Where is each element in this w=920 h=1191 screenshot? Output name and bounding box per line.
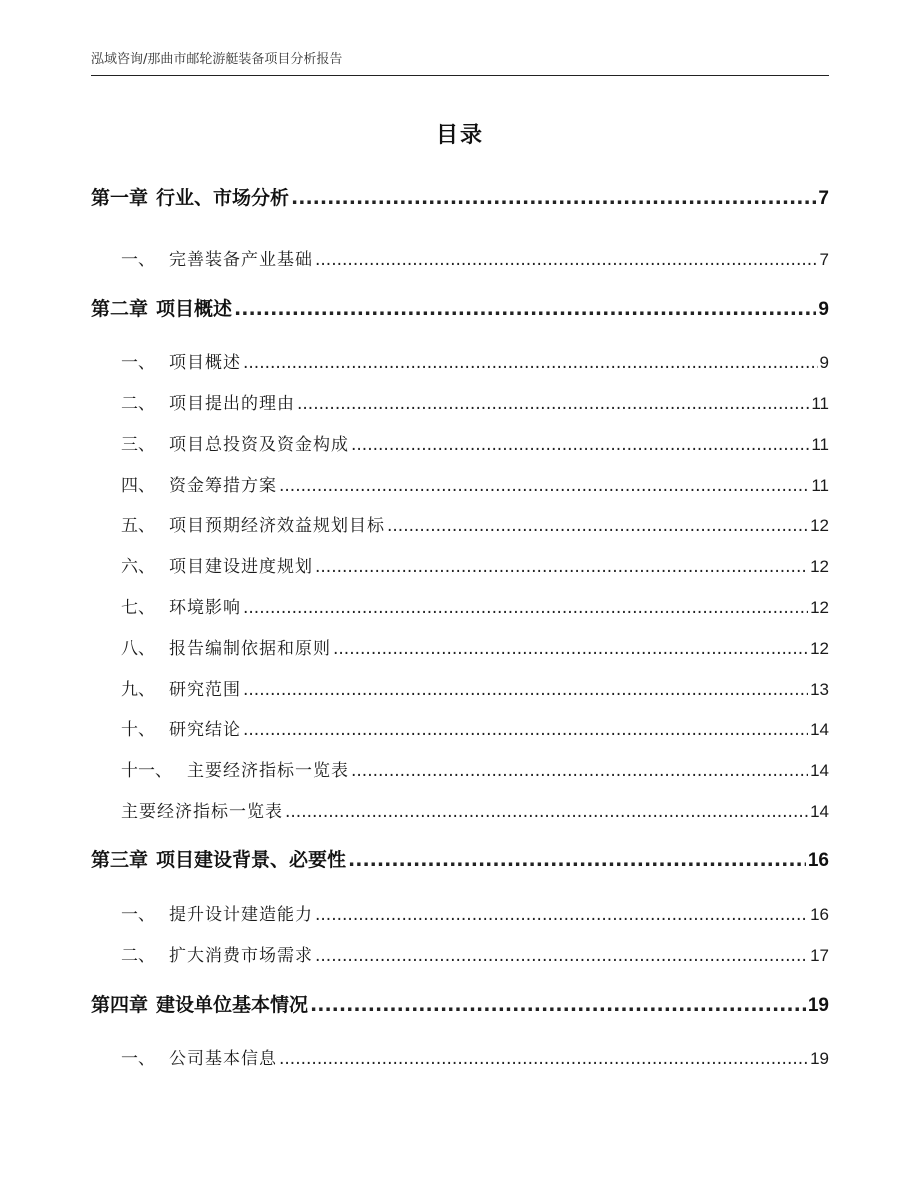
- toc-page-number: 13: [810, 680, 829, 699]
- toc-section-number: 五、: [121, 516, 155, 536]
- toc-title: 目录: [435, 123, 484, 148]
- toc-section-title: 扩大消费市场需求: [169, 946, 313, 966]
- toc-section-4-1[interactable]: [91, 1044, 829, 1072]
- toc-page-number: 7: [818, 188, 829, 209]
- toc-page-number: 14: [810, 802, 829, 821]
- dot-leader: [291, 187, 816, 209]
- toc-section-3-2[interactable]: [91, 941, 829, 969]
- dot-leader: [348, 849, 806, 871]
- dot-leader: [351, 761, 808, 781]
- toc-section-title: 研究结论: [169, 720, 241, 740]
- toc-table-entry[interactable]: [91, 797, 829, 825]
- toc-section-2-5[interactable]: [91, 511, 829, 539]
- toc-section-number: 一、: [121, 1049, 155, 1069]
- toc-section-number: 四、: [121, 476, 155, 496]
- toc-section-title: 公司基本信息: [169, 1049, 277, 1069]
- toc-section-title: 环境影响: [169, 598, 241, 618]
- toc-section-3-1[interactable]: [91, 900, 829, 928]
- toc-section-number: 八、: [121, 639, 155, 659]
- toc-page-number: 19: [807, 995, 829, 1016]
- dot-leader: [297, 394, 809, 414]
- dot-leader: [351, 435, 809, 455]
- toc-section-title: 项目总投资及资金构成: [169, 435, 349, 455]
- toc-page-number: 11: [811, 394, 829, 413]
- toc-section-number: 七、: [121, 598, 155, 618]
- toc-chapter-1[interactable]: [91, 183, 829, 215]
- dot-leader: [234, 298, 816, 320]
- toc-page-number: 12: [810, 557, 829, 576]
- dot-leader: [243, 353, 818, 373]
- dot-leader: [243, 598, 808, 618]
- toc-section-2-8[interactable]: [91, 634, 829, 662]
- toc-section-number: 一、: [121, 905, 155, 925]
- toc-section-2-11[interactable]: [91, 756, 829, 784]
- toc-chapter-2[interactable]: [91, 294, 829, 326]
- toc-section-2-1[interactable]: [91, 348, 829, 376]
- dot-leader: [315, 946, 808, 966]
- toc-section-2-3[interactable]: [91, 430, 829, 458]
- toc-section-number: 九、: [121, 680, 155, 700]
- toc-chapter-3[interactable]: [91, 845, 829, 877]
- page-header: [91, 48, 829, 76]
- toc-section-title: 完善装备产业基础: [169, 250, 313, 270]
- toc-page-number: 19: [810, 1049, 829, 1068]
- toc-page-number: 16: [810, 905, 829, 924]
- toc-section-2-10[interactable]: [91, 715, 829, 743]
- dot-leader: [333, 639, 808, 659]
- toc-section-number: 三、: [121, 435, 155, 455]
- toc-page-number: 16: [807, 850, 829, 871]
- toc-section-number: 十、: [121, 720, 155, 740]
- toc-section-title: 提升设计建造能力: [169, 905, 313, 925]
- toc-chapter-title: 行业、市场分析: [156, 187, 290, 209]
- toc-page-number: 7: [819, 250, 829, 269]
- toc-page-number: 14: [810, 720, 829, 739]
- dot-leader: [285, 802, 808, 822]
- dot-leader: [315, 250, 818, 270]
- toc-page-number: 14: [810, 761, 829, 780]
- toc-chapter-title: 建设单位基本情况: [156, 994, 309, 1016]
- dot-leader: [243, 680, 808, 700]
- toc-section-2-2[interactable]: [91, 389, 829, 417]
- dot-leader: [243, 720, 808, 740]
- toc-section-title: 主要经济指标一览表: [187, 761, 349, 781]
- toc-section-title: 主要经济指标一览表: [121, 802, 283, 822]
- header-text: 泓域咨询/那曲市邮轮游艇装备项目分析报告: [91, 52, 343, 67]
- toc-chapter-number: 第二章: [91, 298, 149, 320]
- toc-page-number: 12: [810, 516, 829, 535]
- toc-section-2-4[interactable]: [91, 471, 829, 499]
- toc-chapter-4[interactable]: [91, 990, 829, 1022]
- toc-section-title: 项目概述: [169, 353, 241, 373]
- toc-section-number: 十一、: [121, 761, 172, 781]
- dot-leader: [310, 994, 806, 1016]
- toc-page-number: 12: [810, 639, 829, 658]
- toc-section-title: 研究范围: [169, 680, 241, 700]
- dot-leader: [387, 516, 808, 536]
- toc-section-2-6[interactable]: [91, 552, 829, 580]
- dot-leader: [279, 1049, 808, 1069]
- toc-section-title: 报告编制依据和原则: [169, 639, 331, 659]
- toc-page-number: 11: [811, 435, 829, 454]
- toc-page-number: 11: [811, 476, 829, 495]
- toc-section-2-9[interactable]: [91, 675, 829, 703]
- toc-section-title: 资金筹措方案: [169, 476, 277, 496]
- toc-section-number: 一、: [121, 250, 155, 270]
- toc-chapter-title: 项目建设背景、必要性: [156, 849, 347, 871]
- toc-section-title: 项目提出的理由: [169, 394, 295, 414]
- toc-chapter-number: 第四章: [91, 994, 149, 1016]
- toc-section-title: 项目预期经济效益规划目标: [169, 516, 385, 536]
- toc-page-number: 17: [810, 946, 829, 965]
- toc-section-1-1[interactable]: [91, 245, 829, 273]
- toc-section-number: 六、: [121, 557, 155, 577]
- toc-section-2-7[interactable]: [91, 593, 829, 621]
- toc-chapter-title: 项目概述: [156, 298, 233, 320]
- dot-leader: [315, 557, 808, 577]
- toc-section-title: 项目建设进度规划: [169, 557, 313, 577]
- toc-section-number: 一、: [121, 353, 155, 373]
- toc-page-number: 12: [810, 598, 829, 617]
- toc-page-number: 9: [818, 299, 829, 320]
- toc-section-number: 二、: [121, 394, 155, 414]
- dot-leader: [315, 905, 808, 925]
- dot-leader: [279, 476, 809, 496]
- toc-page-number: 9: [819, 353, 829, 372]
- toc-chapter-number: 第三章: [91, 849, 149, 871]
- toc-chapter-number: 第一章: [91, 187, 149, 209]
- toc-section-number: 二、: [121, 946, 155, 966]
